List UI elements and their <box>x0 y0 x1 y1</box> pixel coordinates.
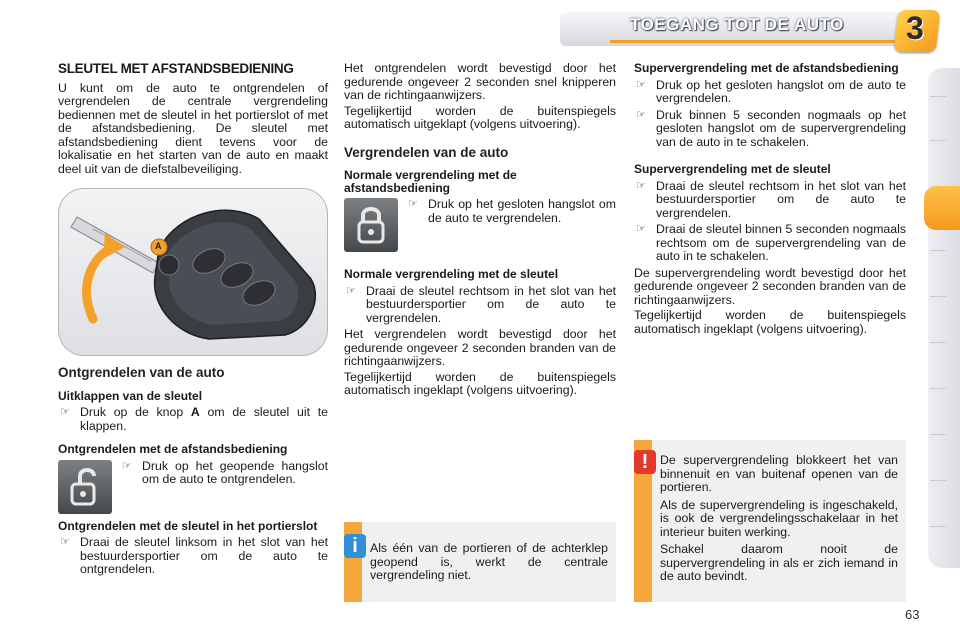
instruction-item: ☞ Draai de sleutel linksom in het slot van het bestuurdersportier om de auto te ontgrendelen. <box>60 535 328 576</box>
button-reference: A <box>190 405 200 419</box>
pointing-hand-icon: ☞ <box>346 284 356 297</box>
header-stripe <box>610 40 900 43</box>
chapter-tab-divider <box>930 140 946 141</box>
paragraph: De supervergrendeling wordt bevestigd door het gedurende ongeveer 2 seconden branden van de richtingaanwijzers. <box>634 265 906 307</box>
paragraph: Tegelijkertijd worden de buitenspiegels automatisch uitgeklapt (volgens uitvoering). <box>344 103 616 131</box>
pointing-hand-icon: ☞ <box>636 179 646 192</box>
pointing-hand-icon: ☞ <box>636 78 646 91</box>
pointing-hand-icon: ☞ <box>636 223 646 235</box>
pointing-hand-icon: ☞ <box>408 198 418 210</box>
chapter-tab-strip <box>928 68 960 568</box>
instruction-item: ☞ Draai de sleutel binnen 5 seconden nogmaals rechtsom om de supervergrendeling van de auto in te schakelen. <box>636 222 906 263</box>
instruction-with-icon <box>58 460 328 514</box>
instruction-item: ☞ Druk op het gesloten hangslot om de auto te vergrendelen. <box>636 77 906 105</box>
sub-heading: Normale vergrendeling met de afstandsbediening <box>344 168 517 195</box>
instruction-item: ☞ Druk op het geopende hangslot om de auto te ontgrendelen. <box>122 458 328 486</box>
chapter-tab-divider <box>930 250 946 251</box>
pointing-hand-icon: ☞ <box>60 536 70 548</box>
chapter-tab-divider <box>930 480 946 481</box>
sub-heading: Normale vergrendeling met de sleutel <box>344 267 559 281</box>
column-right <box>634 62 906 338</box>
chapter-tab-divider <box>930 342 946 343</box>
remote-key-illustration <box>58 188 328 356</box>
page-header <box>0 0 960 58</box>
page-number: 63 <box>905 607 920 622</box>
pointing-hand-icon: ☞ <box>636 108 646 121</box>
chapter-tab-divider <box>930 296 946 297</box>
instruction-item: ☞ Druk binnen 5 seconden nogmaals op het gesloten hangslot om de supervergrendeling van de auto in te schakelen. <box>636 107 906 149</box>
warning-note-text <box>660 454 898 584</box>
sub-heading: Supervergrendeling met de sleutel <box>634 162 831 176</box>
warning-note <box>634 440 906 602</box>
sub-heading: Supervergrendeling met de afstandsbediening <box>634 61 899 75</box>
info-icon: i <box>344 534 366 558</box>
active-chapter-tab[interactable] <box>924 186 960 230</box>
open-padlock-icon <box>58 460 112 514</box>
info-note <box>344 522 616 602</box>
chapter-title: TOEGANG TOT DE AUTO <box>630 15 844 34</box>
warning-paragraph: De supervergrendeling blokkeert het van binnenuit en van buitenaf openen van de portieren. <box>660 453 898 494</box>
info-note-text: Als één van de portieren of de achterklep geopend is, werkt de centrale vergrendeling niet. <box>370 541 608 582</box>
instruction-item: ☞ Druk op de knop A om de sleutel uit te klappen. <box>60 405 328 433</box>
paragraph: Het ontgrendelen wordt bevestigd door het gedurende ongeveer 2 seconden snel knipperen van de richtingaanwijzers. <box>344 61 616 102</box>
column-middle <box>344 62 616 400</box>
instruction-item: ☞ Draai de sleutel rechtsom in het slot van het bestuurdersportier om de auto te vergrendelen. <box>346 283 616 325</box>
chapter-number: 3 <box>906 10 924 46</box>
section-heading: SLEUTEL MET AFSTANDSBEDIENING <box>58 61 294 76</box>
column-left <box>58 62 328 580</box>
remote-key-icon <box>59 189 328 356</box>
instruction-with-icon <box>344 198 616 252</box>
warning-paragraph: Als de supervergrendeling is ingeschakeld, is ook de vergrendelingsschakelaar in het interieur buiten werking. <box>660 497 898 539</box>
chapter-tab-divider <box>930 388 946 389</box>
chapter-tab-divider <box>930 434 946 435</box>
section-heading: Vergrendelen van de auto <box>344 144 509 160</box>
sub-heading: Uitklappen van de sleutel <box>58 388 203 403</box>
warning-icon: ! <box>634 450 656 474</box>
instruction-item: ☞ Druk op het gesloten hangslot om de auto te vergrendelen. <box>408 197 616 225</box>
closed-padlock-icon <box>344 198 398 252</box>
sub-heading: Ontgrendelen met de afstandsbediening <box>58 442 288 456</box>
instruction-item: ☞ Draai de sleutel rechtsom in het slot van het bestuurdersportier om de auto te vergrendelen. <box>636 178 906 220</box>
paragraph: Tegelijkertijd worden de buitenspiegels automatisch ingeklapt (volgens uitvoering). <box>344 369 616 397</box>
paragraph: Het vergrendelen wordt bevestigd door het gedurende ongeveer 2 seconden branden van de richtingaanwijzers. <box>344 327 616 368</box>
chapter-tab-divider <box>930 96 946 97</box>
pointing-hand-icon: ☞ <box>60 406 70 418</box>
pointing-hand-icon: ☞ <box>122 459 132 472</box>
chapter-tab-divider <box>930 526 946 527</box>
button-a-label: A <box>155 241 162 251</box>
paragraph: Tegelijkertijd worden de buitenspiegels automatisch ingeklapt (volgens uitvoering). <box>634 308 906 336</box>
sub-heading: Ontgrendelen met de sleutel in het portierslot <box>58 518 318 533</box>
warning-paragraph: Schakel daarom nooit de supervergrendeling in als er zich iemand in de auto bevindt. <box>660 542 898 583</box>
intro-paragraph: U kunt om de auto te ontgrendelen of vergrendelen de centrale vergrendeling bediennen met de sleutel in het portierslot of met de afstandsbediening. De sleutel met afstandsbediening dient tevens voor de lokalisatie en het starten van de auto en maakt deel uit van de diefstalbeveiliging. <box>58 80 328 176</box>
section-heading: Ontgrendelen van de auto <box>58 365 225 380</box>
